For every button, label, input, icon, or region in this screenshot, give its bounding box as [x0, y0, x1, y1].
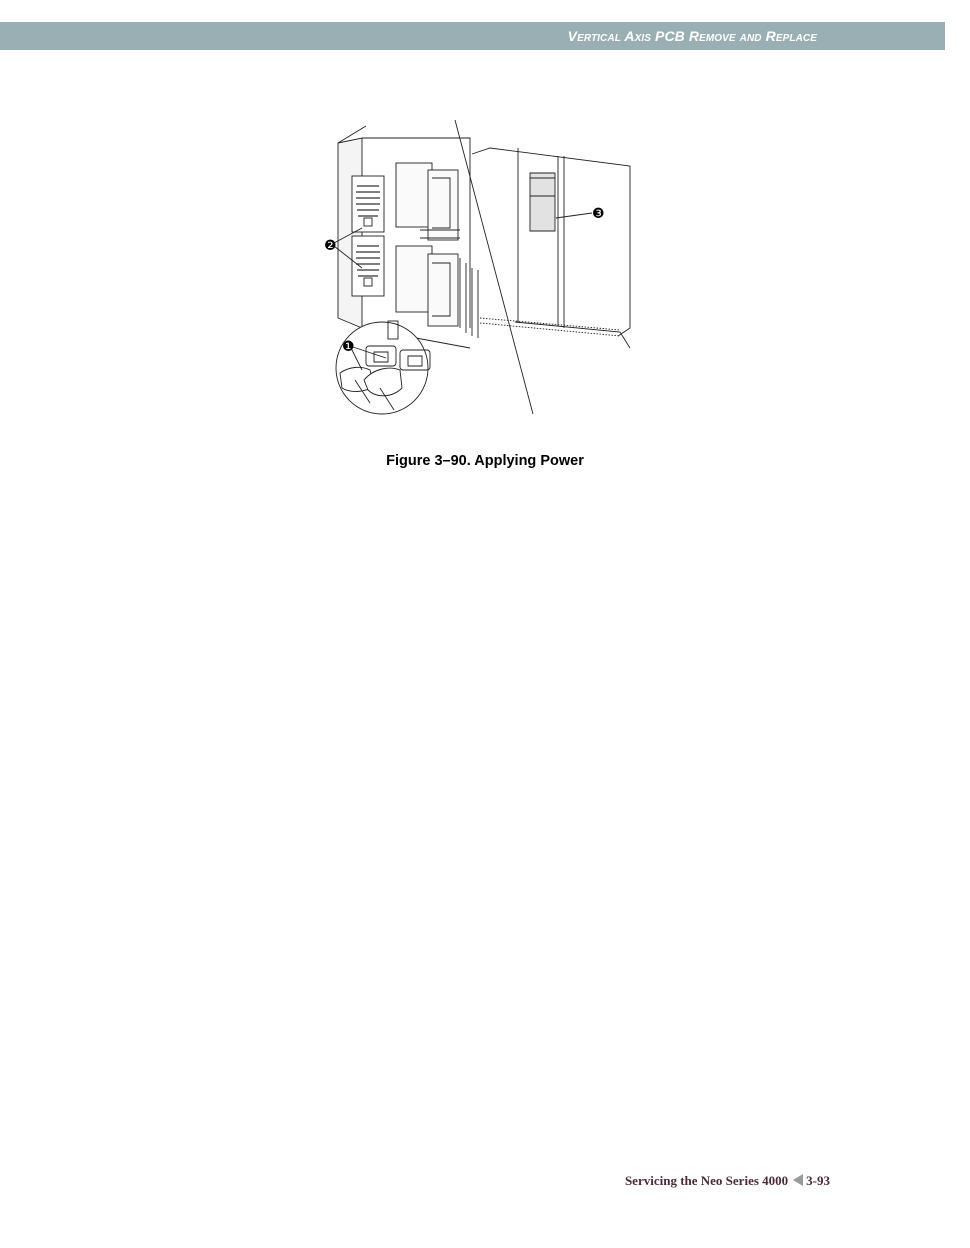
library-rear-front-drawing [324, 118, 645, 418]
footer-book-title: Servicing the Neo Series 4000 [624, 1173, 789, 1188]
callout-1: ❶ [342, 339, 355, 355]
callout-2: ❷ [324, 238, 337, 254]
left-triangle-icon [793, 1174, 803, 1186]
page-footer [625, 1173, 830, 1189]
running-header-bar [0, 22, 945, 50]
callout-3: ❸ [592, 206, 605, 222]
figure-illustration [324, 118, 645, 418]
footer-page-number: 3-93 [806, 1173, 830, 1188]
figure-caption: Figure 3–90. Applying Power [386, 453, 584, 469]
running-header-title: Vertical Axis PCB Remove and Replace [567, 28, 817, 44]
